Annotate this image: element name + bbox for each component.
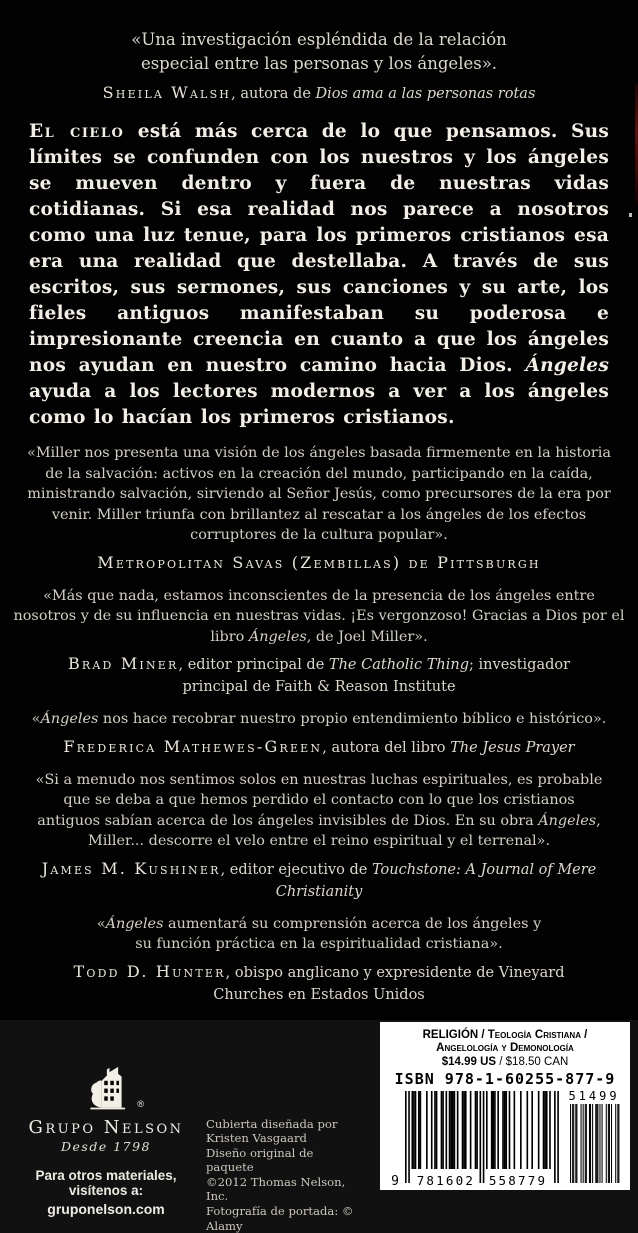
endorsements-list — [11, 443, 627, 1006]
bottom-section — [0, 1017, 638, 1233]
endorsement — [11, 709, 627, 759]
endorsement-quote: «Miller nos presenta una visión de los ángeles basada firmemente en la historia de la salvación: activos en la creación del mundo, participando en la caída, ministrando salvación, sirviendo al Señor Jesús, como precursores de la era por venir. Miller triunfa con brillantez al rescatar a los ángeles de los efectos corruptores de la cultura popular». — [16, 443, 622, 546]
endorser-description: , editor ejecutivo de Touchstone: A Journal of Mere Christianity — [221, 862, 597, 900]
endorser-name: Frederica Mathewes-Green — [63, 737, 322, 756]
publisher-block — [6, 1017, 206, 1217]
top-endorsement — [0, 0, 638, 105]
registered-trademark: ® — [137, 1099, 144, 1109]
endorser-name: James M. Kushiner — [42, 859, 221, 878]
endorsement-attribution — [39, 961, 599, 1006]
endorsement-attribution — [39, 858, 599, 903]
endorsement-quote: «Si a menudo nos sentimos solos en nuestras luchas espirituales, es probable que se deba a que hemos perdido el contacto con lo que los cristianos antiguos sabían acerca de los ángeles invisibles de Dios. En su obra Ángeles, Miller... descorre el velo entre el reino espiritual y el terrenal». — [32, 770, 606, 852]
ean13-barcode — [389, 1089, 561, 1193]
publisher-house-icon — [80, 1061, 132, 1111]
category-religion: RELIGIÓN / — [423, 1029, 488, 1041]
price-can: / $18.50 CAN — [496, 1056, 568, 1068]
credit-line: Fotografía de portada: © Alamy — [206, 1204, 358, 1233]
endorsement — [11, 914, 627, 1006]
category-line-1 — [380, 1029, 630, 1042]
endorser-description: , autora del libro The Jesus Prayer — [322, 740, 574, 756]
endorsement-quote: «Ángeles aumentará su comprensión acerca de los ángeles y su función práctica en la espiritualidad cristiana». — [94, 914, 544, 955]
isbn-text: ISBN 978-1-60255-877-9 — [380, 1071, 630, 1088]
publisher-tagline: Desde 1798 — [6, 1139, 206, 1154]
price-us: $14.99 US — [442, 1056, 496, 1068]
endorser-description: , editor principal de The Catholic Thing; investigador principal de Faith & Reason Institute — [179, 657, 571, 695]
svg-text:781602: 781602 — [417, 1173, 475, 1188]
barcode-box — [380, 1022, 630, 1190]
endorsement-attribution — [39, 653, 599, 698]
endorsement-attribution — [39, 552, 599, 575]
price-line — [380, 1056, 630, 1069]
dust-speck — [629, 213, 632, 217]
credit-line: Cubierta diseñada por — [206, 1117, 358, 1132]
barcode-row — [380, 1089, 630, 1193]
credit-line: ©2012 Thomas Nelson, Inc. — [206, 1175, 358, 1204]
credit-line: Diseño original de paquete — [206, 1146, 358, 1175]
category-line-2: Angelología y Demonología — [380, 1042, 630, 1055]
publisher-name: Grupo Nelson — [6, 1117, 206, 1138]
endorser-name: Brad Miner — [68, 654, 179, 673]
endorser-name: Sheila Walsh — [103, 83, 232, 102]
endorsement-attribution — [0, 82, 638, 105]
endorser-name: Metropolitan Savas (Zembillas) de Pittsburgh — [97, 553, 540, 572]
credit-line: Kristen Vasgaard — [206, 1131, 358, 1146]
endorser-description: , autora de Dios ama a las personas rotas — [231, 86, 535, 102]
credits-block — [206, 1017, 358, 1233]
back-cover-blurb: El cielo está más cerca de lo que pensamos. Sus límites se confunden con los nuestros y los ángeles se mueven dentro y fuera de nuestras vidas cotidianas. Si esa realidad nos parece a nosotros como una luz tenue, para los primeros cristianos esa era una realidad que destellaba. A través de sus escritos, sus sermones, sus canciones y su arte, los fieles antiguos manifestaban su poderosa e impresionante creencia en cuanto a que los ángeles nos ayudan en nuestro camino hacia Dios. Ángeles ayuda a los lectores modernos a ver a los ángeles como lo hacían los primeros cristianos. — [29, 119, 609, 431]
grupo-nelson-logo — [80, 1061, 132, 1115]
publisher-cta: Para otros materiales, visítenos a: — [6, 1168, 206, 1198]
endorsement — [11, 586, 627, 699]
category-theology: Teología Cristiana / — [488, 1029, 588, 1041]
endorsement-quote: «Más que nada, estamos inconscientes de la presencia de los ángeles entre nosotros y de su influencia en nuestras vidas. ¡Es vergonzoso! Gracias a Dios por el libro Ángeles, de Joel Miller». — [11, 586, 627, 648]
ean5-addon-barcode — [567, 1089, 621, 1193]
endorsement-attribution — [39, 736, 599, 759]
endorser-description: , obispo anglicano y expresidente de Vineyard Churches en Estados Unidos — [213, 965, 564, 1003]
endorsement — [11, 770, 627, 903]
endorsement — [11, 443, 627, 575]
svg-text:51499: 51499 — [568, 1089, 619, 1103]
endorsement-quote: «Una investigación espléndida de la relación especial entre las personas y los ángeles». — [104, 28, 534, 76]
svg-text:9: 9 — [391, 1174, 399, 1189]
svg-text:558779: 558779 — [489, 1173, 547, 1188]
endorsement-quote: «Ángeles nos hace recobrar nuestro propio entendimiento bíblico e histórico». — [19, 709, 619, 730]
publisher-website: gruponelson.com — [6, 1201, 206, 1217]
endorser-name: Todd D. Hunter — [73, 962, 225, 981]
